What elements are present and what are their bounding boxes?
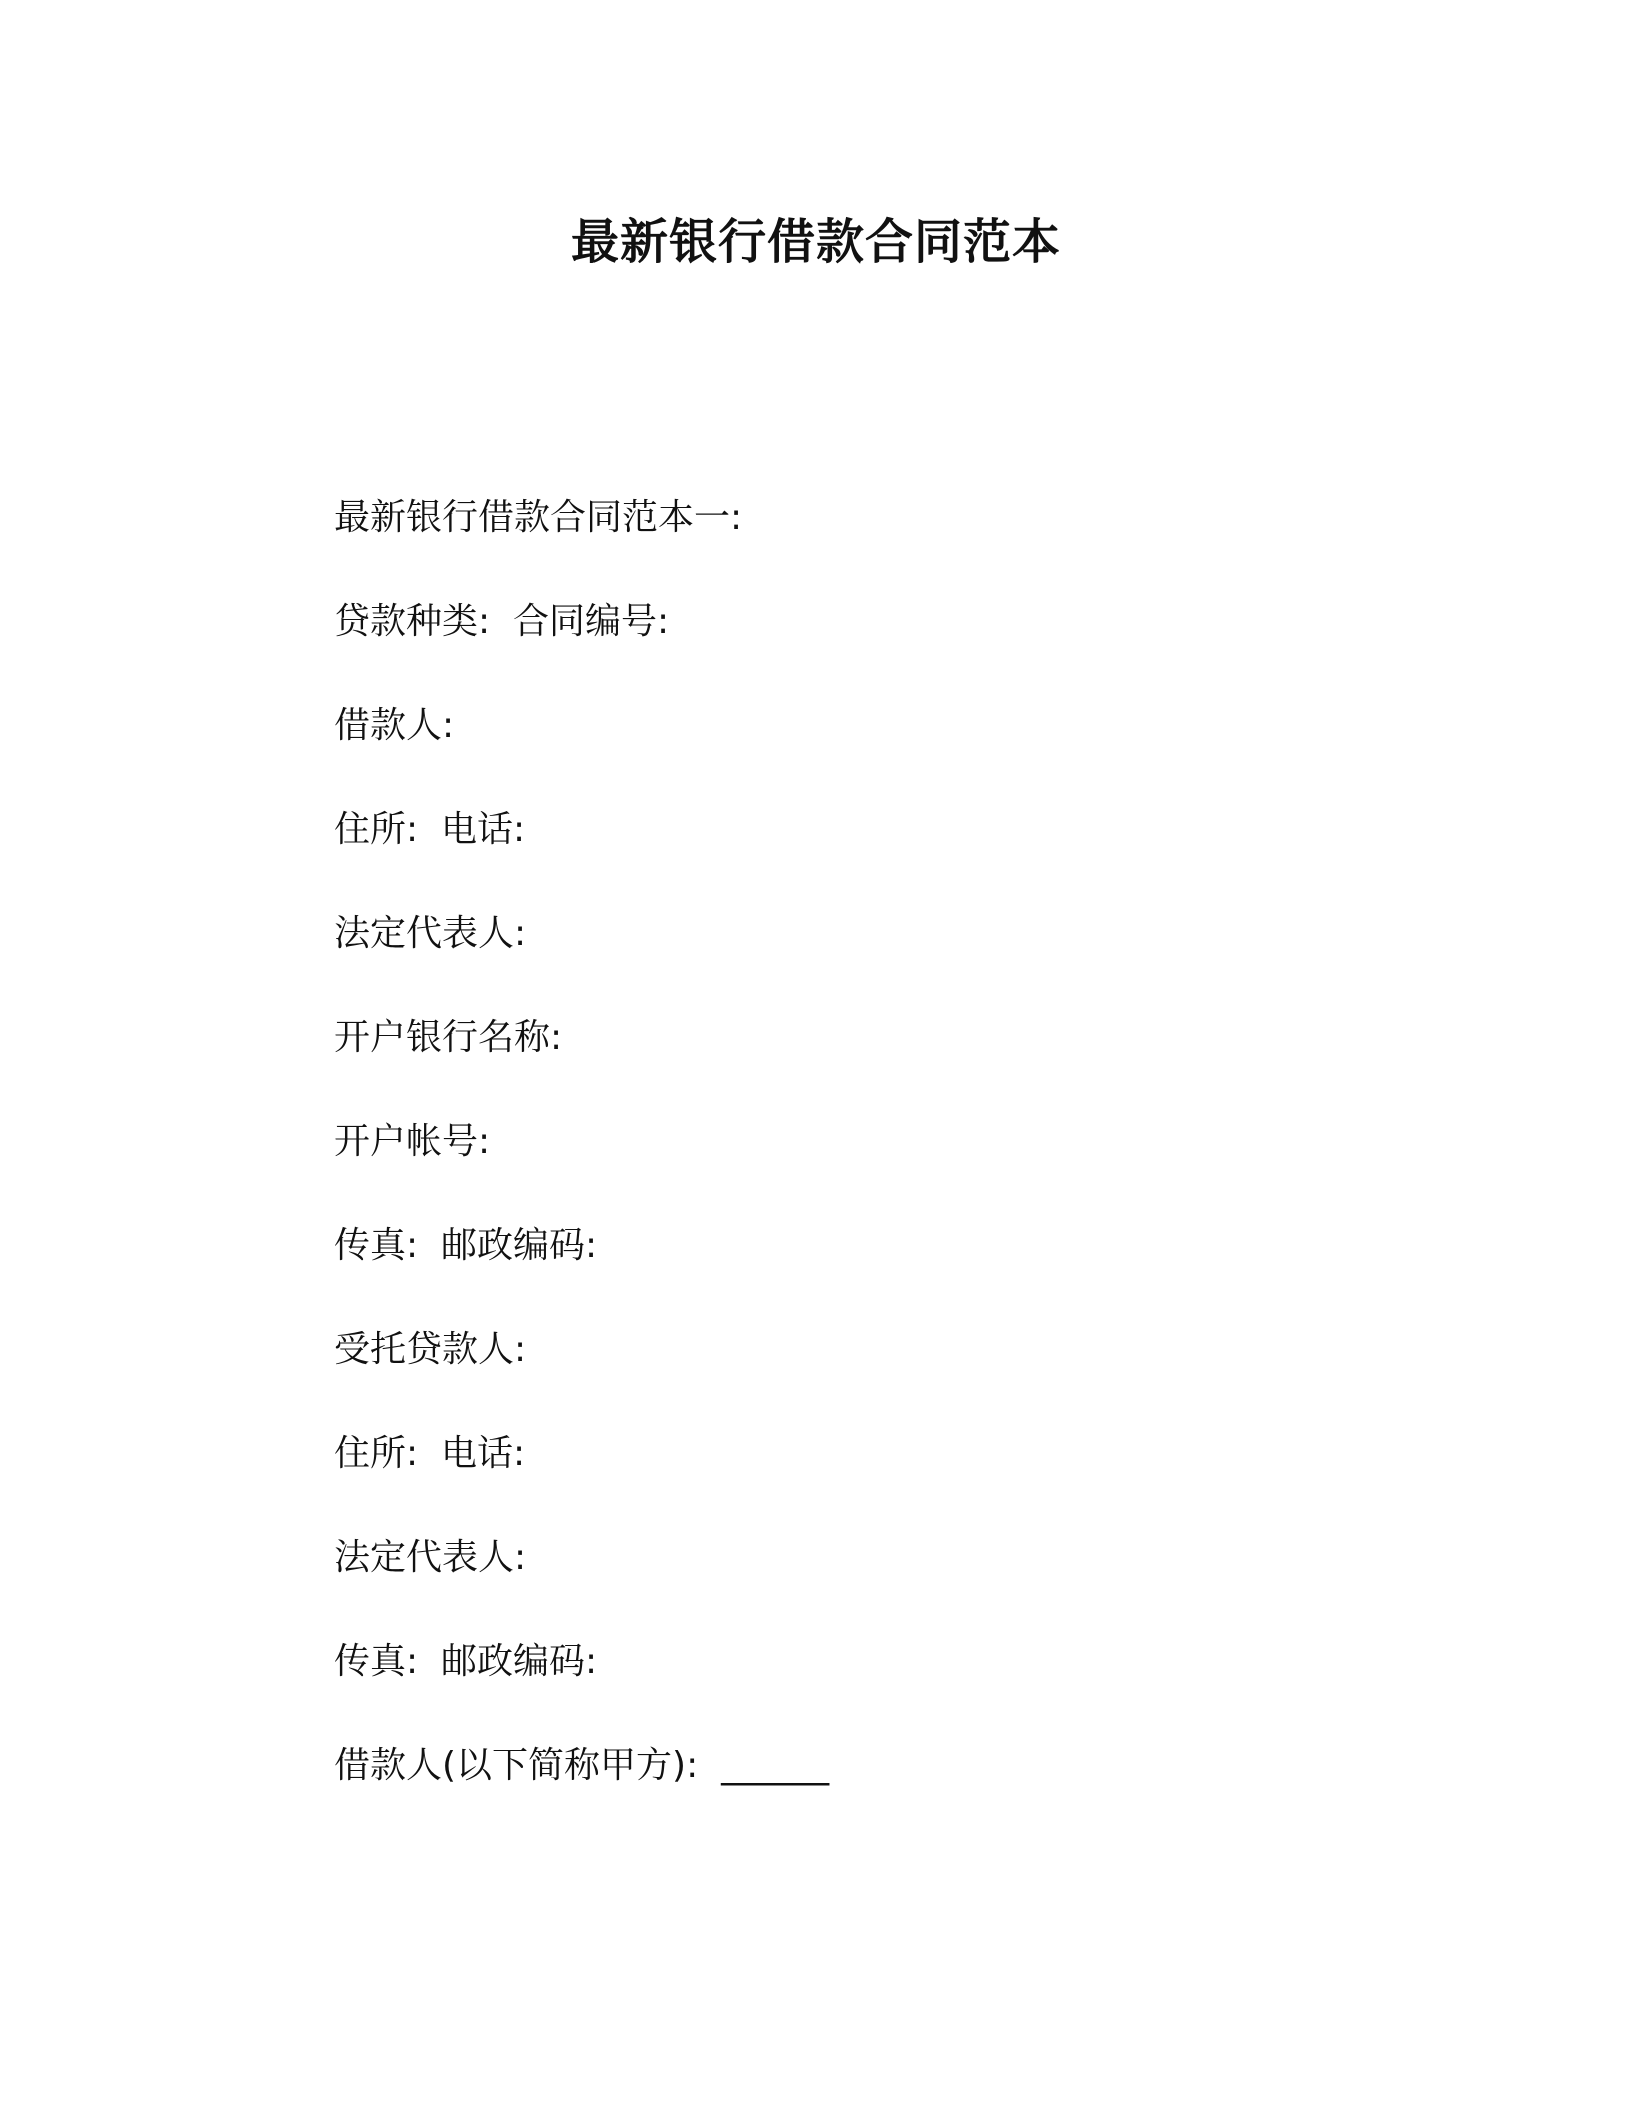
party-a-line: 借款人(以下简称甲方): ______: [334, 1745, 830, 1786]
lender-legal-rep-line: 法定代表人:: [334, 1537, 527, 1578]
lender-fax-postcode-line: 传真: 邮政编码:: [334, 1641, 598, 1682]
account-number-line: 开户帐号:: [334, 1121, 491, 1162]
loan-type-contract-no-line: 贷款种类: 合同编号:: [334, 601, 670, 642]
bank-name-line: 开户银行名称:: [334, 1017, 563, 1058]
entrusted-lender-line: 受托贷款人:: [334, 1329, 527, 1370]
borrower-address-phone-line: 住所: 电话:: [334, 809, 526, 850]
borrower-fax-postcode-line: 传真: 邮政编码:: [334, 1225, 598, 1266]
document-title: 最新银行借款合同范本: [570, 214, 1061, 270]
document-body: [334, 498, 1434, 1850]
lender-address-phone-line: 住所: 电话:: [334, 1433, 526, 1474]
borrower-legal-rep-line: 法定代表人:: [334, 913, 527, 954]
section-heading: 最新银行借款合同范本一:: [334, 497, 743, 538]
borrower-line: 借款人:: [334, 705, 455, 746]
